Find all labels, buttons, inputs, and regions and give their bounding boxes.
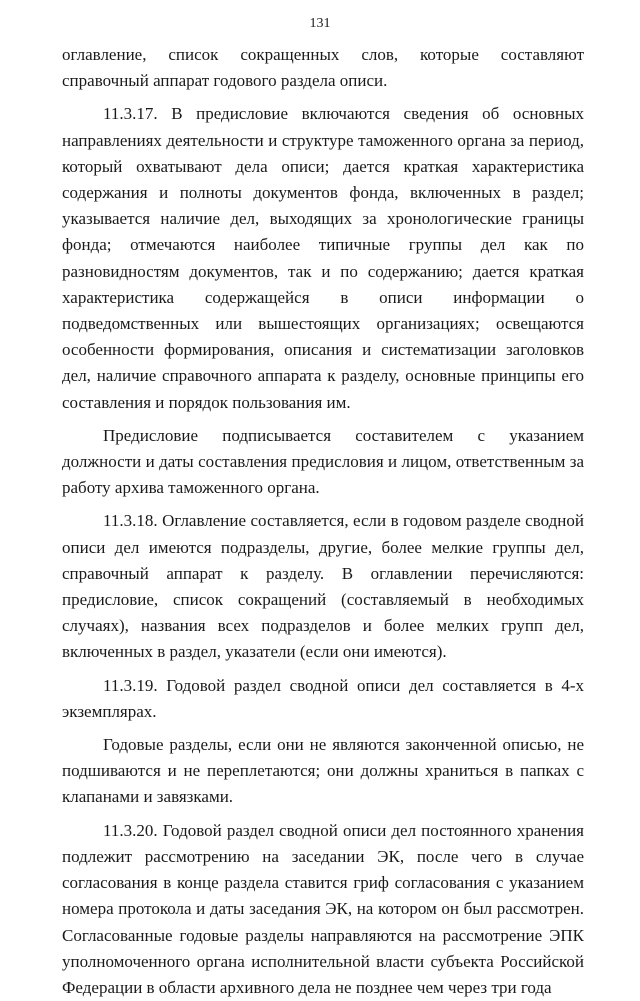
paragraph-preface-signature: Предисловие подписывается составителем с указанием должности и даты составления предисловия и лицом, ответственным за работу архива таможенного органа. (62, 425, 584, 498)
paragraph-11-3-19: 11.3.19. Годовой раздел сводной описи дел составляется в 4-х экземплярах. (62, 675, 584, 721)
paragraph-11-3-20: 11.3.20. Годовой раздел сводной описи дел постоянного хранения подлежит рассмотрению на заседании ЭК, после чего в случае согласования в конце раздела ставится гриф согласования с указанием номера протокола и даты заседания ЭК, на котором он был рассмотрен. Согласованные годовые разделы направляются на рассмотрение ЭПК уполномоченного органа исполнительной власти субъекта Российской Федерации в области архивного дела не позднее чем через три года (62, 820, 584, 997)
paragraph-11-3-18: 11.3.18. Оглавление составляется, если в годовом разделе сводной описи дел имеются подразделы, другие, более мелкие группы дел, справочный аппарат к разделу. В оглавлении перечисляются: предисловие, список сокращений (составляемый в необходимых случаях), названия всех подразделов и более мелких групп дел, включенных в раздел, указатели (если они имеются). (62, 511, 584, 662)
paragraph-continuation: оглавление, список сокращенных слов, которые составляют справочный аппарат годового раздела описи. (62, 45, 584, 91)
document-body (62, 42, 584, 1001)
paragraph-11-3-17: 11.3.17. В предисловие включаются сведения об основных направлениях деятельности и структуре таможенного органа за период, который охватывают дела описи; дается краткая характеристика содержания и полноты документов фонда, включенных в раздел; указывается наличие дел, выходящих за хронологические границы фонда; отмечаются наиболее типичные группы дел как по разновидностям документов, так и по содержанию; дается краткая характеристика содержащейся в описи информации о подведомственных или вышестоящих организациях; освещаются особенности формирования, описания и систематизации заголовков дел, наличие справочного аппарата к разделу, основные принципы его составления и порядок пользования им. (62, 104, 584, 412)
page-number: 131 (309, 16, 331, 31)
paragraph-annual-sections-storage: Годовые разделы, если они не являются законченной описью, не подшиваются и не переплетаются; они должны храниться в папках с клапанами и завязками. (62, 735, 584, 807)
